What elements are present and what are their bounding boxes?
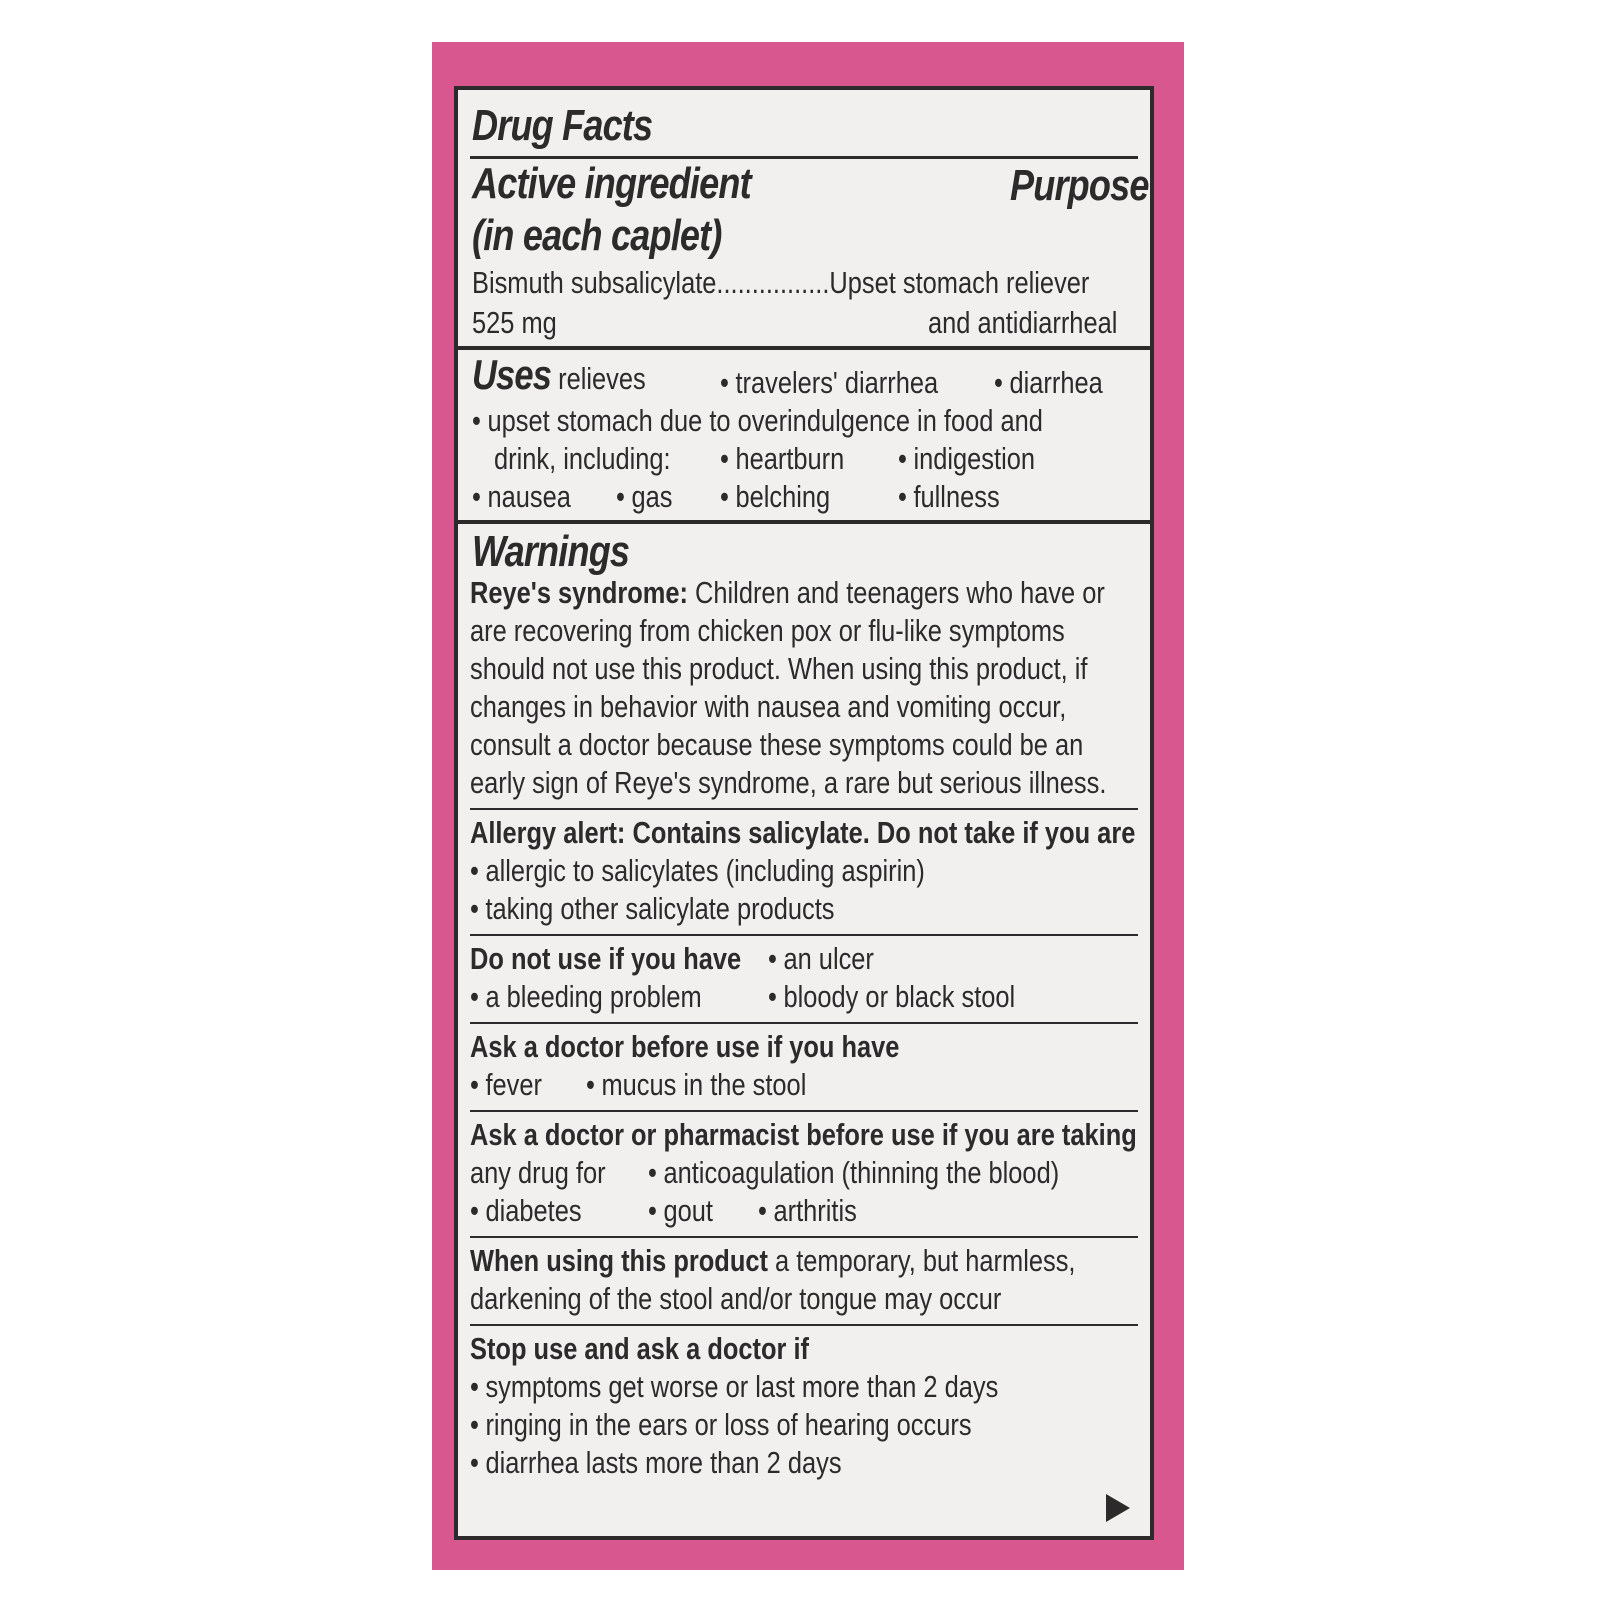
donot-label: Do not use if you have — [470, 941, 742, 976]
uses-bullet-belching: • belching — [720, 478, 830, 516]
section-rule — [458, 346, 1150, 350]
askpharm-bullet-anticoag: • anticoagulation (thinning the blood) — [648, 1154, 1059, 1192]
drug-facts-panel — [454, 86, 1154, 1540]
donot-bullet-ulcer: • an ulcer — [768, 940, 874, 978]
allergy-label: Allergy alert: — [470, 815, 626, 850]
when-line-2: darkening of the stool and/or tongue may occur — [470, 1281, 1002, 1316]
uses-bullet-upset-cont: drink, including: — [494, 441, 671, 476]
askdoc-bullet-mucus: • mucus in the stool — [586, 1066, 806, 1104]
donot-bullet-stool: • bloody or black stool — [768, 978, 1015, 1016]
when-text: a temporary, but harmless, — [767, 1243, 1076, 1278]
purpose-line-1: Upset stomach reliever — [829, 265, 1090, 300]
uses-line-1 — [472, 351, 646, 398]
drug-facts-title: Drug Facts — [472, 101, 653, 150]
uses-bullet-gas: • gas — [616, 478, 672, 516]
ingredient-amount: 525 mg — [472, 305, 557, 340]
when-line-1 — [470, 1242, 1075, 1280]
stop-bullet-1: • symptoms get worse or last more than 2 days — [470, 1368, 998, 1406]
allergy-line — [470, 814, 1135, 852]
reye-line-6: early sign of Reye's syndrome, a rare but serious illness. — [470, 765, 1107, 800]
askpharm-bullet-diabetes: • diabetes — [470, 1192, 582, 1230]
when-label: When using this product — [470, 1243, 768, 1278]
subsection-rule — [470, 1236, 1138, 1238]
continue-arrow-icon — [1106, 1494, 1130, 1522]
askpharm-label: Ask a doctor or pharmacist before use if you are taking — [470, 1117, 1137, 1152]
uses-bullet-nausea: • nausea — [472, 478, 571, 516]
uses-bullet-heartburn: • heartburn — [720, 440, 844, 478]
purpose-heading: Purpose — [1010, 161, 1149, 210]
stop-label: Stop use and ask a doctor if — [470, 1331, 810, 1366]
ingredient-name: Bismuth subsalicylate — [472, 265, 717, 300]
uses-bullet-travelers: • travelers' diarrhea — [720, 364, 938, 402]
subsection-rule — [470, 1324, 1138, 1326]
allergy-bullet-1: • allergic to salicylates (including aspirin) — [470, 852, 925, 890]
askdoc-bullet-fever: • fever — [470, 1066, 542, 1104]
uses-bullet-diarrhea: • diarrhea — [994, 364, 1103, 402]
stop-bullet-2: • ringing in the ears or loss of hearing occurs — [470, 1406, 972, 1444]
uses-bullet-indigestion: • indigestion — [898, 440, 1035, 478]
uses-bullet-fullness: • fullness — [898, 478, 1000, 516]
purpose-line-2: and antidiarrheal — [928, 305, 1118, 340]
reye-line-4: changes in behavior with nausea and vomiting occur, — [470, 689, 1067, 724]
ingredient-line — [472, 264, 1089, 302]
askdoc-label: Ask a doctor before use if you have — [470, 1029, 900, 1064]
reye-line-1 — [470, 574, 1105, 612]
stop-bullet-3: • diarrhea lasts more than 2 days — [470, 1444, 842, 1482]
uses-intro: relieves — [558, 361, 646, 396]
subsection-rule — [470, 1110, 1138, 1112]
active-ingredient-subheading: (in each caplet) — [472, 211, 722, 260]
reye-line-5: consult a doctor because these symptoms could be an — [470, 727, 1084, 762]
allergy-text: Contains salicylate. Do not take if you are — [625, 815, 1136, 850]
allergy-bullet-2: • taking other salicylate products — [470, 890, 834, 928]
askpharm-bullet-gout: • gout — [648, 1192, 713, 1230]
subsection-rule — [470, 934, 1138, 936]
active-ingredient-heading: Active ingredient — [472, 159, 751, 208]
warnings-heading: Warnings — [472, 527, 630, 576]
reye-label: Reye's syndrome: — [470, 575, 688, 610]
askpharm-bullet-arthritis: • arthritis — [758, 1192, 857, 1230]
subsection-rule — [470, 1022, 1138, 1024]
reye-text-1: Children and teenagers who have or — [687, 575, 1105, 610]
leader-dots: ................ — [716, 265, 830, 300]
section-rule — [458, 520, 1150, 524]
askpharm-text: any drug for — [470, 1155, 606, 1190]
subsection-rule — [470, 808, 1138, 810]
reye-line-3: should not use this product. When using this product, if — [470, 651, 1088, 686]
uses-heading: Uses — [472, 351, 552, 398]
donot-bullet-bleeding: • a bleeding problem — [470, 978, 702, 1016]
reye-line-2: are recovering from chicken pox or flu-like symptoms — [470, 613, 1065, 648]
uses-bullet-upset: • upset stomach due to overindulgence in food and — [472, 402, 1043, 440]
